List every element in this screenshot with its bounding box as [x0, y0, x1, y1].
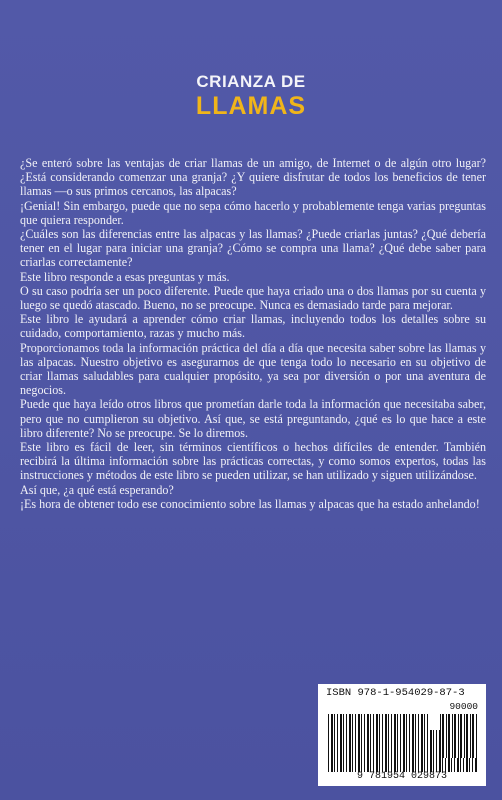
blurb-paragraph: Este libro responde a esas preguntas y más. [20, 269, 230, 284]
title-line-1: CRIANZA DE [196, 72, 306, 91]
blurb-paragraph: Este libro es fácil de leer, sin términos científicos o hechos difíciles de entender. También recibirá la última información sobre las prácticas correctas, y como somos expertos, todas las instrucciones y métodos de este libro se pueden utilizar, se han utilizado y siguen utilizándose. [20, 440, 486, 483]
isbn-barcode [318, 684, 486, 786]
blurb-paragraph: ¿Se enteró sobre las ventajas de criar llamas de un amigo, de Internet o de algún otro lugar? ¿Está considerando comenzar una granja? ¿Y quiere disfrutar de todos los beneficios de tener llamas —o sus primos cercanos, las alpacas? [20, 156, 486, 199]
blurb-paragraph: Así que, ¿a qué está esperando? [20, 482, 174, 497]
blurb-paragraph: O su caso podría ser un poco diferente. Puede que haya criado una o dos llamas por su cuenta y luego se quedó atascado. Bueno, no se preocupe. Nunca es demasiado tarde para mejorar. [20, 283, 486, 313]
blurb-text [20, 156, 486, 511]
isbn-label: ISBN 978-1-954029-87-3 [326, 687, 465, 699]
blurb-paragraph: Puede que haya leído otros libros que prometían darle toda la información que necesitaba saber, pero que no cumplieron su objetivo. Así que, se está preguntando, ¿qué es lo que hace a este libro diferente? No se preocupe. Se lo diremos. [20, 397, 486, 440]
blurb-paragraph: Proporcionamos toda la información práctica del día a día que necesita saber sobre las llamas y las alpacas. Nuestro objetivo es asegurarnos de que tenga todo lo necesario en su objetivo de criar llamas saludables para cualquier propósito, ya sea por diversión o por una aventura de negocios. [20, 340, 486, 398]
barcode-digits: 9 781954 029873 [356, 771, 447, 782]
price-code: 90000 [449, 701, 478, 712]
blurb-paragraph: ¡Es hora de obtener todo ese conocimiento sobre las llamas y alpacas que ha estado anhelando! [20, 496, 480, 511]
barcode-gap [428, 712, 440, 730]
addon-barcode-bars [440, 714, 478, 758]
blurb-paragraph: ¡Genial! Sin embargo, puede que no sepa cómo hacerlo y probablemente tenga varias preguntas que quiera responder. [20, 198, 486, 227]
blurb-paragraph: Este libro le ayudará a aprender cómo criar llamas, incluyendo todos los detalles sobre su cuidado, comportamiento, razas y mucho más. [20, 312, 486, 341]
title-line-2: LLAMAS [195, 92, 307, 120]
blurb-paragraph: ¿Cuáles son las diferencias entre las alpacas y las llamas? ¿Puede criarlas juntas? ¿Qué debería tener en el lugar para iniciar una granja? ¿Cómo se compra una llama? ¿Qué debe saber para criarlas correctamente? [20, 227, 486, 270]
